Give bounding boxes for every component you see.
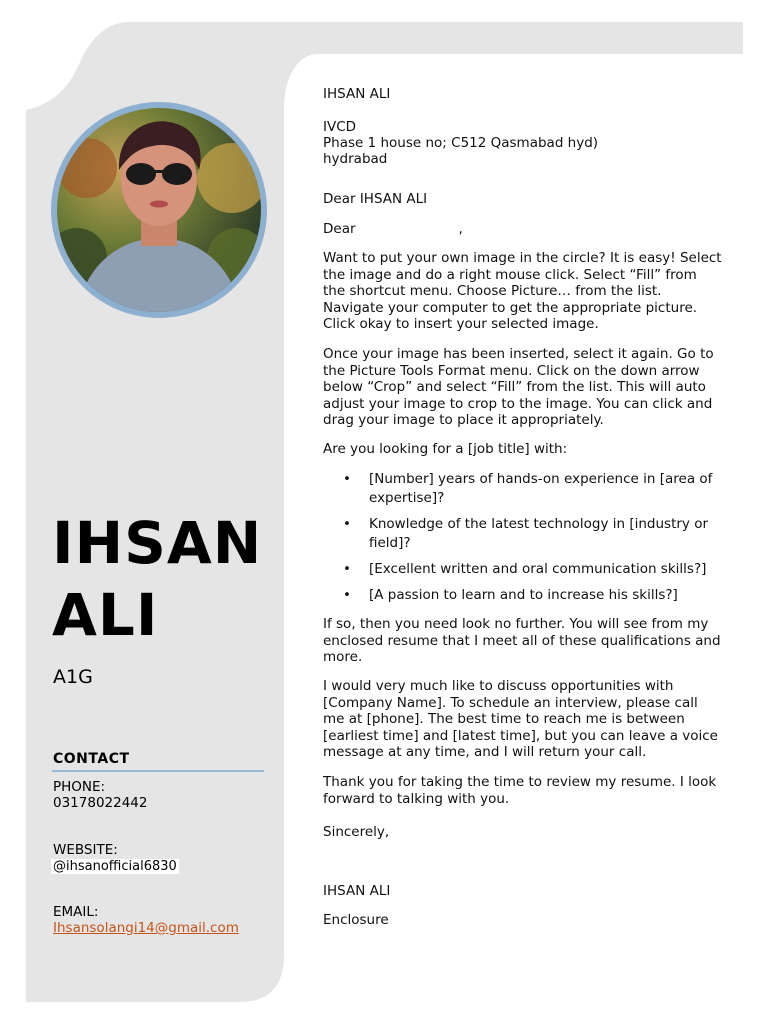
phone-label: PHONE: [53,779,106,795]
paragraph-thanks: Thank you for taking the time to review my resume. I look forward to talking with you. [323,774,717,807]
salutation: Dear , [323,221,463,237]
qualifications-list [343,470,723,612]
email-label: EMAIL: [53,904,99,920]
recipient-line: Dear IHSAN ALI [323,191,428,207]
address-line-1: IVCD [323,119,357,135]
signature-name: IHSAN ALI [323,883,391,899]
address-line-2: Phase 1 house no; C512 Qasmabad hyd) [323,135,599,151]
paragraph-image-instructions: Want to put your own image in the circle? It is easy! Select the image and do a right mouse click. Select “Fill” from the shortcut menu. Choose Picture… from the list. Navigate your computer to get the appropriate picture. Click okay to insert your selected image. [323,250,722,332]
list-item: • Knowledge of the latest technology in [industry or field]? [343,516,709,551]
bullet-icon: • [343,561,351,577]
website-value: @ihsanofficial6830 [53,859,177,874]
list-item: • [Number] years of hands-on experience in [area of expertise]? [343,471,713,506]
contact-divider [52,770,264,772]
enclosure-note: Enclosure [323,912,389,928]
address-line-3: hydrabad [323,151,388,167]
paragraph-interview: I would very much like to discuss opportunities with [Company Name]. To schedule an interview, please call me at [phone]. The best time to reach me is between [earliest time] and [latest time], but you can leave a voice message at any time, and I will return your call. [323,678,718,760]
list-item: • [A passion to learn and to increase his skills?] [343,587,678,603]
bullet-icon: • [343,471,351,487]
website-label: WEBSITE: [53,842,118,858]
name-first: IHSAN [52,509,263,577]
email-link[interactable]: Ihsansolangi14@gmail.com [53,920,239,936]
paragraph-job-question: Are you looking for a [job title] with: [323,441,568,457]
bullet-icon: • [343,516,351,532]
phone-value: 03178022442 [53,795,148,811]
profile-photo [57,108,261,312]
paragraph-crop-instructions: Once your image has been inserted, select it again. Go to the Picture Tools Format menu. Click on the down arrow below “Crop” and select “Fill” from the list. This will auto adjust your image to crop to the image. You can click and drag your image to place it appropriately. [323,346,714,428]
name-last: ALI [52,581,159,649]
list-item: • [Excellent written and oral communication skills?] [343,561,707,577]
bullet-icon: • [343,587,351,603]
closing: Sincerely, [323,824,390,840]
paragraph-no-further: If so, then you need look no further. You will see from my enclosed resume that I meet all of these qualifications and more. [323,616,721,665]
profile-photo-illustration [57,108,261,312]
contact-heading: CONTACT [53,751,130,767]
sender-name: IHSAN ALI [323,86,391,102]
subtitle: A1G [53,666,93,688]
